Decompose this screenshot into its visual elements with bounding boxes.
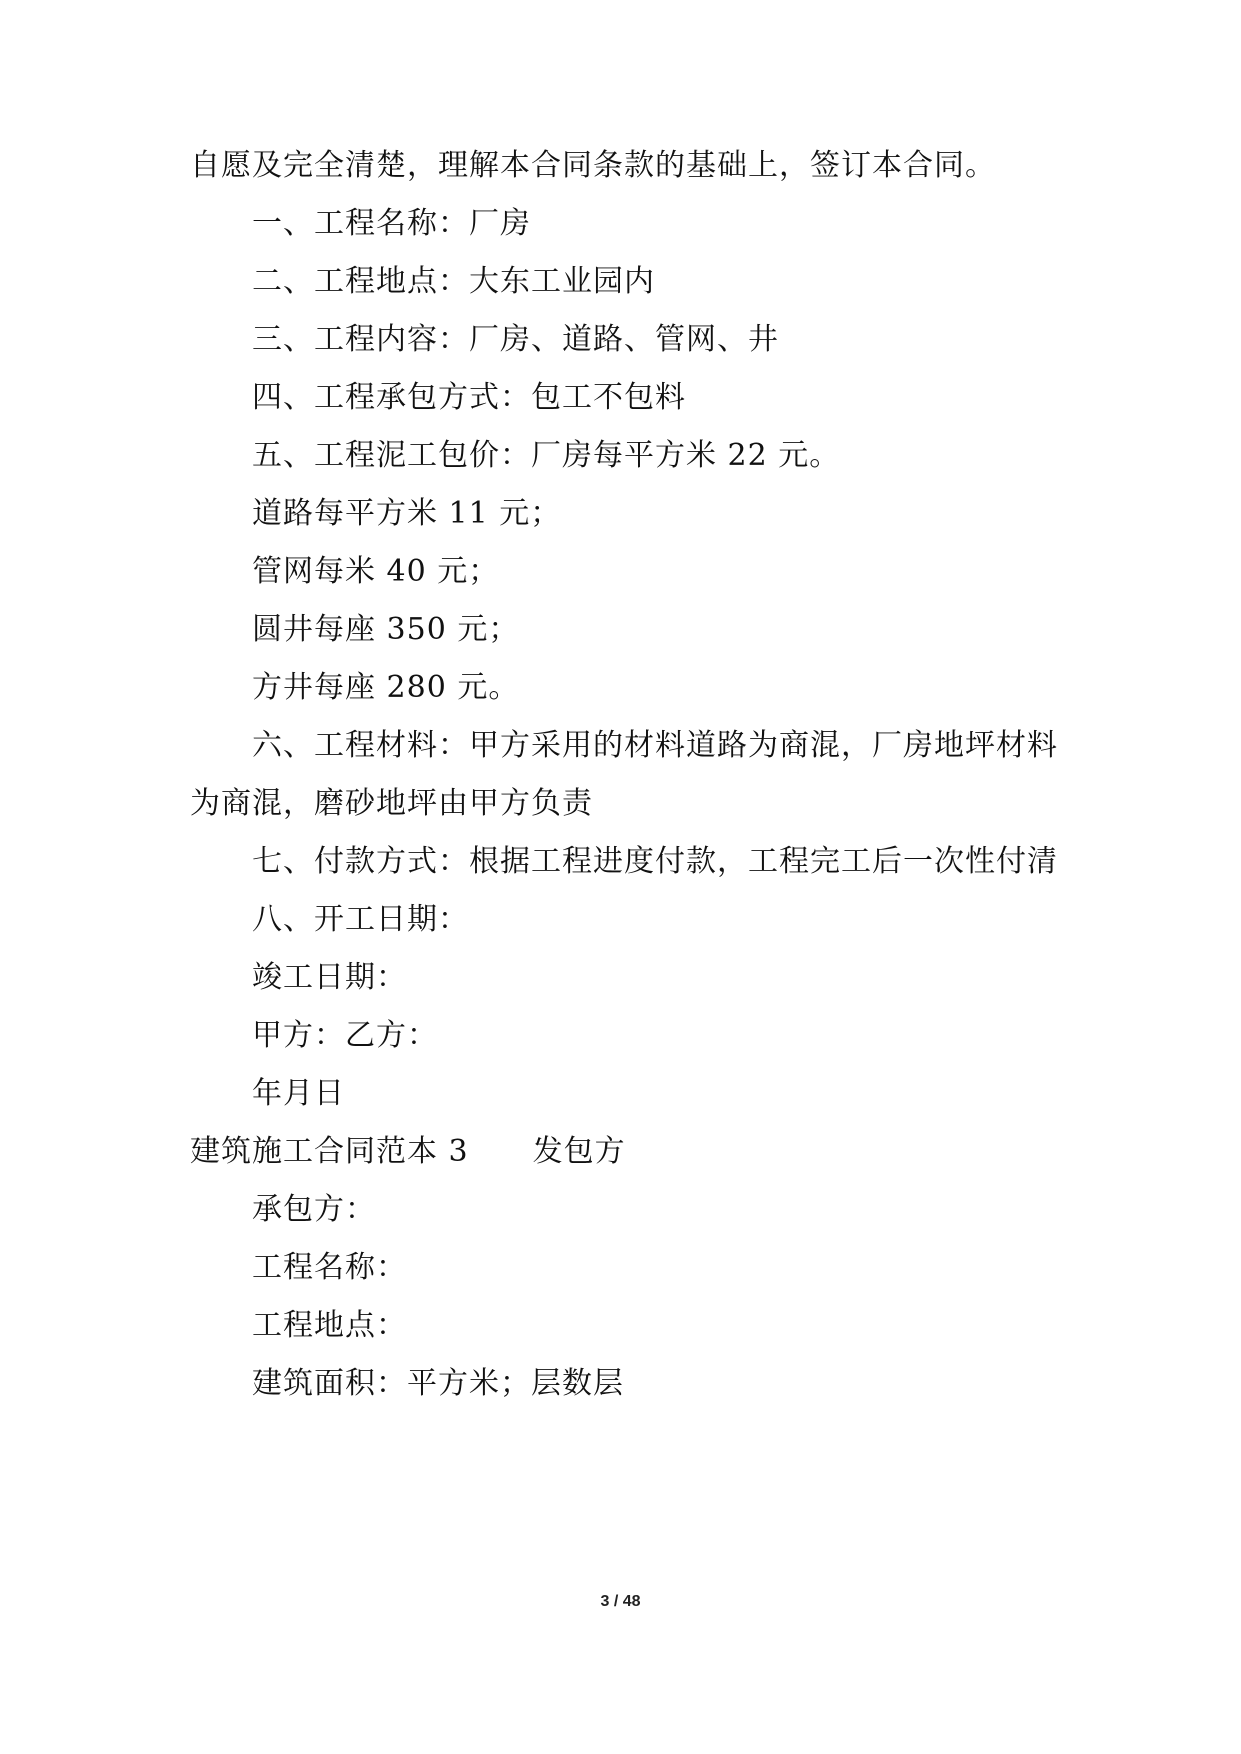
clause-project-content: 三、工程内容：厂房、道路、管网、井 [252,322,779,357]
price-square-well: 方井每座 280 元。 [252,670,520,705]
employer-label: 发包方 [532,1134,626,1169]
clause-price: 五、工程泥工包价：厂房每平方米 22 元。 [252,438,841,473]
clause-contract-method: 四、工程承包方式：包工不包料 [252,380,686,415]
clause-project-location: 二、工程地点：大东工业园内 [252,264,655,299]
price-pipe: 管网每米 40 元； [252,554,500,589]
clause-project-name: 一、工程名称：厂房 [252,206,531,241]
sign-date: 年月日 [252,1076,345,1111]
clause-payment: 七、付款方式：根据工程进度付款，工程完工后一次性付清 [252,844,1058,879]
project-location-field: 工程地点： [252,1308,407,1343]
clause-materials-cont: 为商混，磨砂地坪由甲方负责 [190,786,593,821]
price-round-well: 圆井每座 350 元； [252,612,520,647]
project-name-field: 工程名称： [252,1250,407,1285]
clause-start-date: 八、开工日期： [252,902,469,937]
paragraph-line: 自愿及完全清楚，理解本合同条款的基础上，签订本合同。 [190,148,996,183]
price-road: 道路每平方米 11 元； [252,496,562,531]
clause-materials: 六、工程材料：甲方采用的材料道路为商混，厂房地坪材料 [252,728,1058,763]
contractor-label: 承包方： [252,1192,376,1227]
page-number: 3 / 48 [600,1593,641,1610]
party-signatures: 甲方：乙方： [252,1018,438,1053]
completion-date: 竣工日期： [252,960,407,995]
building-area-field: 建筑面积：平方米；层数层 [252,1366,624,1401]
section-title: 建筑施工合同范本 3 [190,1134,469,1169]
section-heading-row [190,1132,626,1172]
